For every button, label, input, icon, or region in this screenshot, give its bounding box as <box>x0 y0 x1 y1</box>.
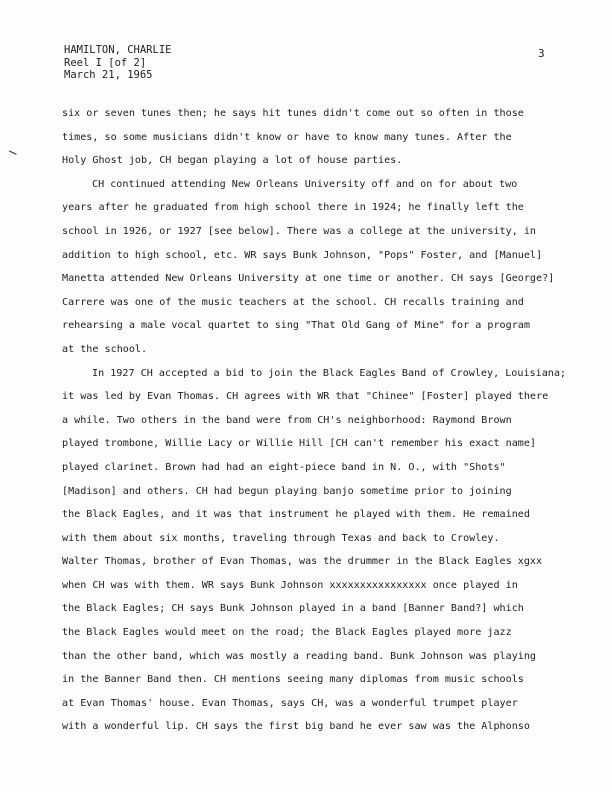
transcript-line: with them about six months, traveling through Texas and back to Crowley. <box>62 532 500 544</box>
interviewee-name: HAMILTON, CHARLIE <box>64 44 172 56</box>
reel-label: Reel I [of 2] <box>64 56 147 69</box>
transcript-line: [Madison] and others. CH had begun playing banjo sometime prior to joining <box>62 485 512 497</box>
transcript-line: at the school. <box>62 343 148 355</box>
transcript-line: addition to high school, etc. WR says Bunk Johnson, "Pops" Foster, and [Manuel] <box>62 249 543 261</box>
transcript-line: than the other band, which was mostly a reading band. Bunk Johnson was playing <box>62 650 537 662</box>
transcript-line: the Black Eagles would meet on the road; the Black Eagles played more jazz <box>62 627 512 639</box>
interview-date: March 21, 1965 <box>64 69 153 81</box>
transcript-line: with a wonderful lip. CH says the first big band he ever saw was the Alphonso <box>62 721 530 733</box>
transcript-line: at Evan Thomas' house. Evan Thomas, says CH, was a wonderful trumpet player <box>62 697 518 709</box>
transcript-line: in the Banner Band then. CH mentions seeing many diplomas from music schools <box>62 674 524 686</box>
transcript-line: played clarinet. Brown had had an eight-piece band in N. O., with "Shots" <box>62 461 506 473</box>
transcript-line: In 1927 CH accepted a bid to join the Black Eagles Band of Crowley, Louisiana; <box>92 367 567 379</box>
transcript-line: years after he graduated from high school there in 1924; he finally left the <box>62 202 524 214</box>
transcript-line: CH continued attending New Orleans University off and on for about two <box>92 178 518 190</box>
transcript-line: school in 1926, or 1927 [see below]. There was a college at the university, in <box>62 225 537 237</box>
page-number: 3 <box>538 47 545 60</box>
transcript-line: rehearsing a male vocal quartet to sing "That Old Gang of Mine" for a program <box>62 320 530 332</box>
document-header <box>64 44 171 82</box>
transcript-line: Walter Thomas, brother of Evan Thomas, was the drummer in the Black Eagles xgxx <box>62 556 543 568</box>
transcript-line: the Black Eagles; CH says Bunk Johnson played in a band [Banner Band?] which <box>62 603 524 615</box>
transcript-line: it was led by Evan Thomas. CH agrees with WR that "Chinee" [Foster] played there <box>62 391 549 403</box>
transcript-line: Holy Ghost job, CH began playing a lot of house parties. <box>62 155 403 167</box>
transcript-line: six or seven tunes then; he says hit tunes didn't come out so often in those <box>62 108 524 119</box>
transcript-line: when CH was with them. WR says Bunk Johnson xxxxxxxxxxxxxxxx once played in <box>62 579 518 591</box>
transcript-body <box>62 102 567 739</box>
transcript-line: a while. Two others in the band were from CH's neighborhood: Raymond Brown <box>62 414 512 426</box>
transcript-line: times, so some musicians didn't know or have to know many tunes. After the <box>62 131 512 143</box>
transcript-line: Manetta attended New Orleans University at one time or another. CH says [George?] <box>62 273 555 285</box>
transcript-line: Carrere was one of the music teachers at the school. CH recalls training and <box>62 296 524 308</box>
margin-mark <box>7 151 16 159</box>
transcript-line: played trombone, Willie Lacy or Willie Hill [CH can't remember his exact name] <box>62 438 537 450</box>
transcript-line: the Black Eagles, and it was that instrument he played with them. He remained <box>62 509 530 521</box>
